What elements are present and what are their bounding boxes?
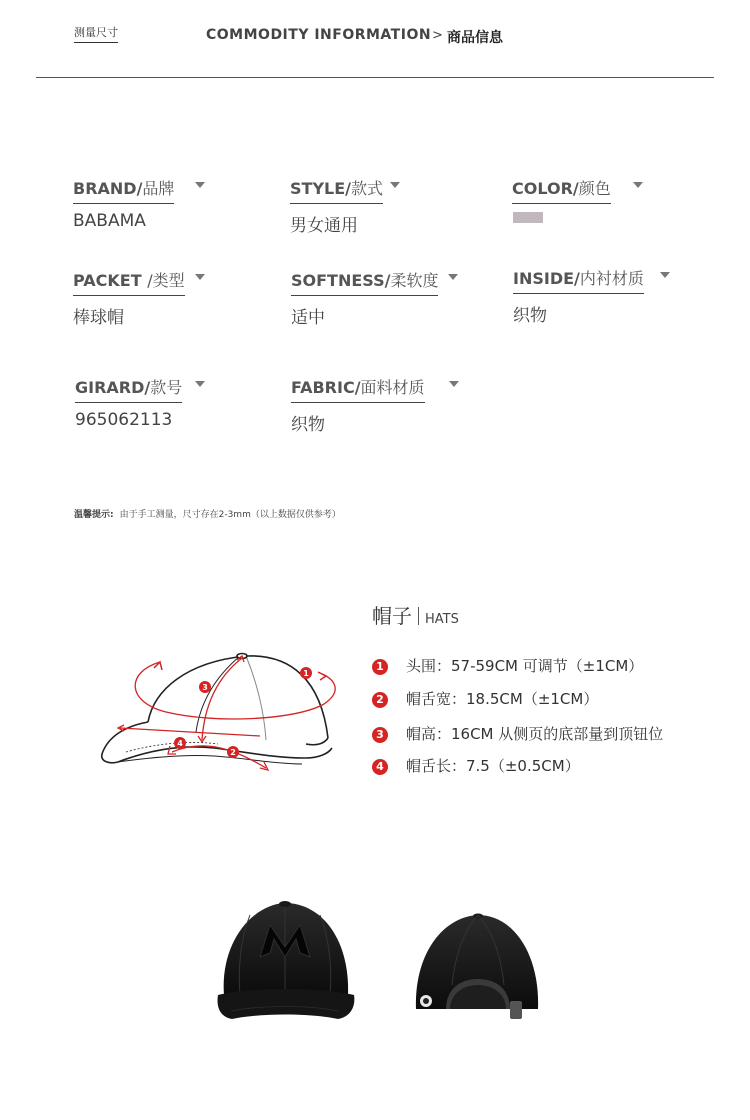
breadcrumb-arrow: >	[432, 28, 443, 43]
attr-inside-label: INSIDE/内衬材质	[513, 266, 644, 294]
attr-brand-value: BABAMA	[73, 211, 146, 231]
attr-packet-label: PACKET /类型	[73, 268, 185, 296]
attr-style-label: STYLE/款式	[290, 176, 383, 204]
header-divider	[36, 77, 714, 78]
attr-fabric-value: 织物	[291, 415, 325, 435]
attr-style	[290, 176, 384, 236]
attr-brand-label: BRAND/品牌	[73, 176, 174, 204]
section-title-cn: 商品信息	[447, 30, 503, 46]
diagram-marker-1: 1	[303, 669, 309, 678]
caret-down-icon	[449, 381, 459, 387]
attr-girard	[75, 375, 183, 430]
attr-color	[512, 176, 611, 204]
attr-inside-value: 织物	[513, 306, 547, 326]
measurement-note: 温馨提示: 由于手工测量，尺寸存在2-3mm（以上数据仅供参考）	[74, 510, 341, 520]
attr-color-label: COLOR/颜色	[512, 176, 611, 204]
number-badge-icon: 2	[372, 692, 388, 708]
attr-style-value: 男女通用	[290, 216, 358, 236]
size-tag: 测量尺寸	[74, 24, 118, 43]
number-badge-icon: 1	[372, 659, 388, 675]
attr-girard-label: GIRARD/款号	[75, 375, 182, 403]
attr-fabric	[291, 375, 425, 435]
title-divider	[418, 607, 419, 625]
diagram-marker-4: 4	[177, 739, 183, 748]
caret-down-icon	[195, 274, 205, 280]
number-badge-icon: 3	[372, 727, 388, 743]
hat-measurement-diagram	[96, 640, 342, 780]
caret-down-icon	[448, 274, 458, 280]
caret-down-icon	[390, 182, 400, 188]
diagram-marker-3: 3	[202, 683, 208, 692]
attr-girard-value: 965062113	[75, 410, 173, 430]
caret-down-icon	[195, 381, 205, 387]
attr-packet	[73, 268, 185, 328]
caret-down-icon	[633, 182, 643, 188]
spec-item: 2 帽舌宽：18.5CM（±1CM）	[372, 688, 598, 709]
hat-front-photo	[210, 895, 360, 1030]
spec-item: 3 帽高：16CM 从侧页的底部量到顶钮位	[372, 723, 663, 744]
attr-softness	[291, 268, 439, 328]
color-swatch	[513, 212, 543, 223]
hat-back-photo	[410, 905, 545, 1025]
number-badge-icon: 4	[372, 759, 388, 775]
caret-down-icon	[195, 182, 205, 188]
caret-down-icon	[660, 272, 670, 278]
attr-inside	[513, 266, 644, 326]
attr-packet-value: 棒球帽	[73, 308, 124, 328]
diagram-marker-2: 2	[230, 748, 236, 757]
attr-softness-value: 适中	[291, 308, 325, 328]
attr-softness-label: SOFTNESS/柔软度	[291, 268, 438, 296]
attr-fabric-label: FABRIC/面料材质	[291, 375, 425, 403]
section-title-en: COMMODITY INFORMATION	[206, 27, 432, 43]
hats-title: 帽子 HATS	[372, 604, 459, 628]
spec-item: 4 帽舌长：7.5（±0.5CM）	[372, 755, 580, 776]
attr-brand	[73, 176, 175, 231]
spec-item: 1 头围：57-59CM 可调节（±1CM）	[372, 655, 643, 676]
